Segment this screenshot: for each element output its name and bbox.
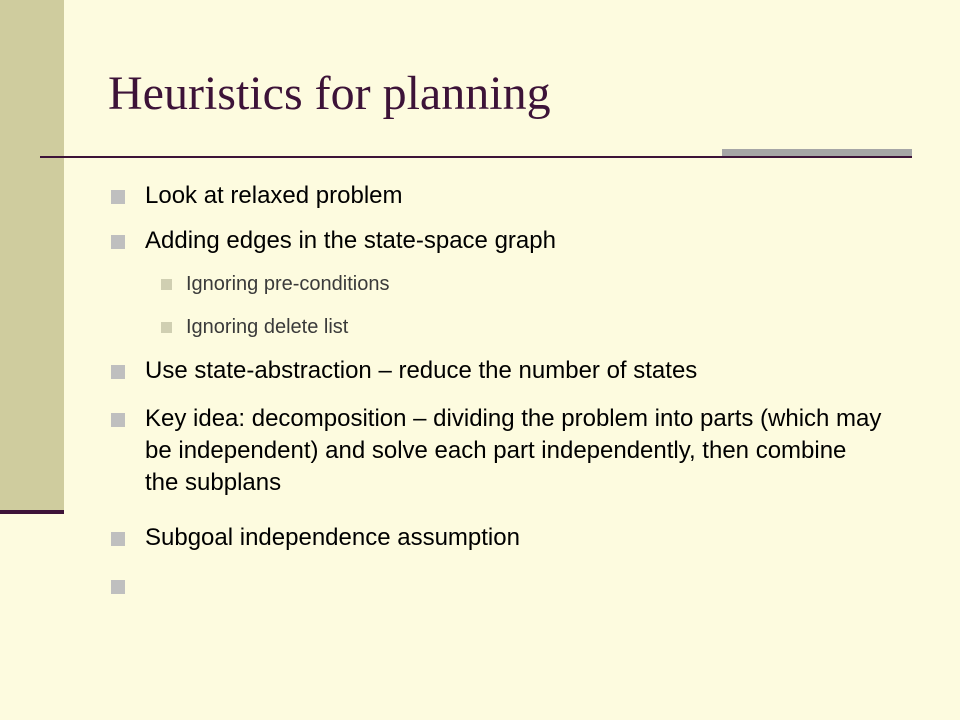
bullet-text: Subgoal independence assumption (145, 524, 520, 551)
square-bullet-icon (111, 235, 125, 249)
square-bullet-icon (111, 580, 125, 594)
square-bullet-icon (111, 532, 125, 546)
bullet-item (145, 403, 885, 499)
bullet-text: Use state-abstraction – reduce the number of states (145, 357, 698, 384)
square-bullet-icon (111, 365, 125, 379)
bullet-item (145, 522, 885, 554)
bullet-text: Look at relaxed problem (145, 182, 403, 209)
bullet-item (145, 355, 885, 387)
sub-bullet-item (186, 271, 866, 297)
bullet-item (145, 225, 885, 257)
bullet-text: Adding edges in the state-space graph (145, 227, 556, 254)
bullet-item (145, 180, 885, 212)
square-bullet-icon (111, 413, 125, 427)
square-sub-bullet-icon (161, 322, 172, 333)
sub-bullet-text: Ignoring pre-conditions (186, 273, 390, 295)
bullet-text: Key idea: decomposition – dividing the problem into parts (which may be independent) and solve each part independently, then combine the subplans (145, 405, 882, 496)
sub-bullet-item (186, 314, 866, 340)
square-bullet-icon (111, 190, 125, 204)
square-sub-bullet-icon (161, 279, 172, 290)
sub-bullet-text: Ignoring delete list (186, 316, 349, 338)
slide-title: Heuristics for planning (108, 67, 551, 120)
